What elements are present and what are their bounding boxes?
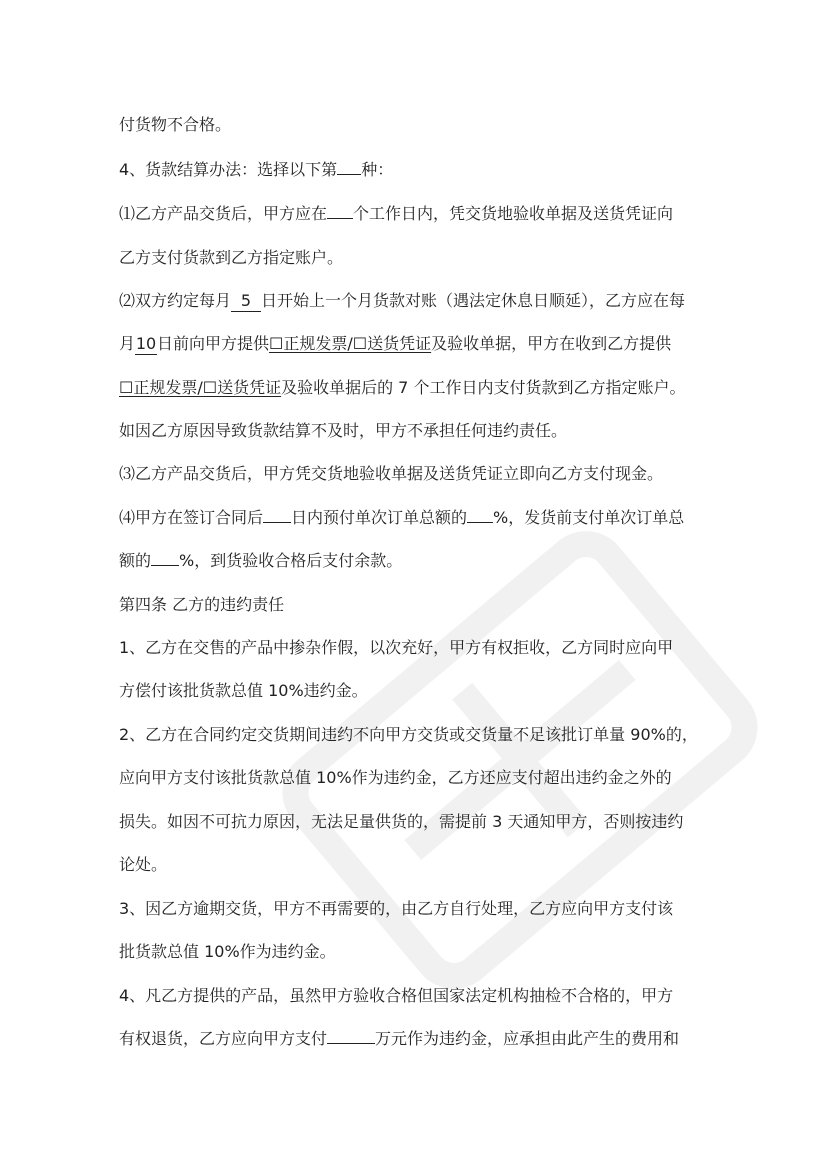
watermark-graphic [260,380,780,1140]
payment-method-line: 4、货款结算办法：选择以下第 种： [119,160,394,179]
blank-field [337,174,361,175]
option-4-line-2: 额的 %，到货验收合格后支付余款。 [119,551,403,570]
option-2-line-2: 月10日前向甲方提供☐正规发票/☐送货凭证及验收单据，甲方在收到乙方提供 [119,334,672,353]
section-heading: 第四条 乙方的违约责任 [119,595,285,614]
paragraph-line: 付货物不合格。 [119,115,232,134]
option-4-line-1: ⑷甲方在签订合同后 日内预付单次订单总额的 %，发货前支付单次订单总 [119,508,685,527]
blank-field [151,565,179,566]
clause-4-line-1: 4、凡乙方提供的产品，虽然甲方验收合格但国家法定机构抽检不合格的，甲方 [119,986,674,1005]
blank-field [327,1043,375,1044]
option-2-line-4: 如因乙方原因导致货款结算不及时，甲方不承担任何违约责任。 [119,421,568,440]
blank-field [327,218,353,219]
clause-1-line-1: 1、乙方在交售的产品中掺杂作假，以次充好，甲方有权拒收，乙方同时应向甲 [119,638,674,657]
clause-2-line-1: 2、乙方在合同约定交货期间违约不向甲方交货或交货量不足该批订单量 90%的， [119,725,698,744]
option-3-line: ⑶乙方产品交货后，甲方凭交货地验收单据及送货凭证立即向乙方支付现金。 [119,464,664,483]
clause-2-line-4: 论处。 [119,855,168,874]
clause-2-line-3: 损失。如因不可抗力原因，无法足量供货的，需提前 3 天通知甲方，否则按违约 [119,812,684,831]
blank-field [467,522,493,523]
clause-4-line-2: 有权退货，乙方应向甲方支付 万元作为违约金，应承担由此产生的费用和 [119,1029,680,1048]
clause-1-line-2: 方偿付该批货款总值 10%违约金。 [119,681,368,700]
filled-field: 5 [231,291,261,312]
checkbox-options: ☐正规发票/☐送货凭证 [269,334,432,353]
clause-2-line-2: 应向甲方支付该批货款总值 10%作为违约金，乙方还应支付超出违约金之外的 [119,768,672,787]
clause-3-line-1: 3、因乙方逾期交货，甲方不再需要的，由乙方自行处理，乙方应向甲方支付该 [119,899,674,918]
option-2-line-1: ⑵双方约定每月 5 日开始上一个月货款对账（遇法定休息日顺延），乙方应在每 [119,291,686,310]
option-1-line-2: 乙方支付货款到乙方指定账户。 [119,248,344,267]
option-2-line-3: ☐正规发票/☐送货凭证及验收单据后的 7 个工作日内支付货款到乙方指定账户。 [119,378,686,397]
blank-field [263,522,291,523]
clause-3-line-2: 批货款总值 10%作为违约金。 [119,942,336,961]
filled-field: 10 [135,334,157,353]
checkbox-options: ☐正规发票/☐送货凭证 [119,378,282,397]
option-1-line-1: ⑴乙方产品交货后，甲方应在 个工作日内，凭交货地验收单据及送货凭证向 [119,204,674,223]
